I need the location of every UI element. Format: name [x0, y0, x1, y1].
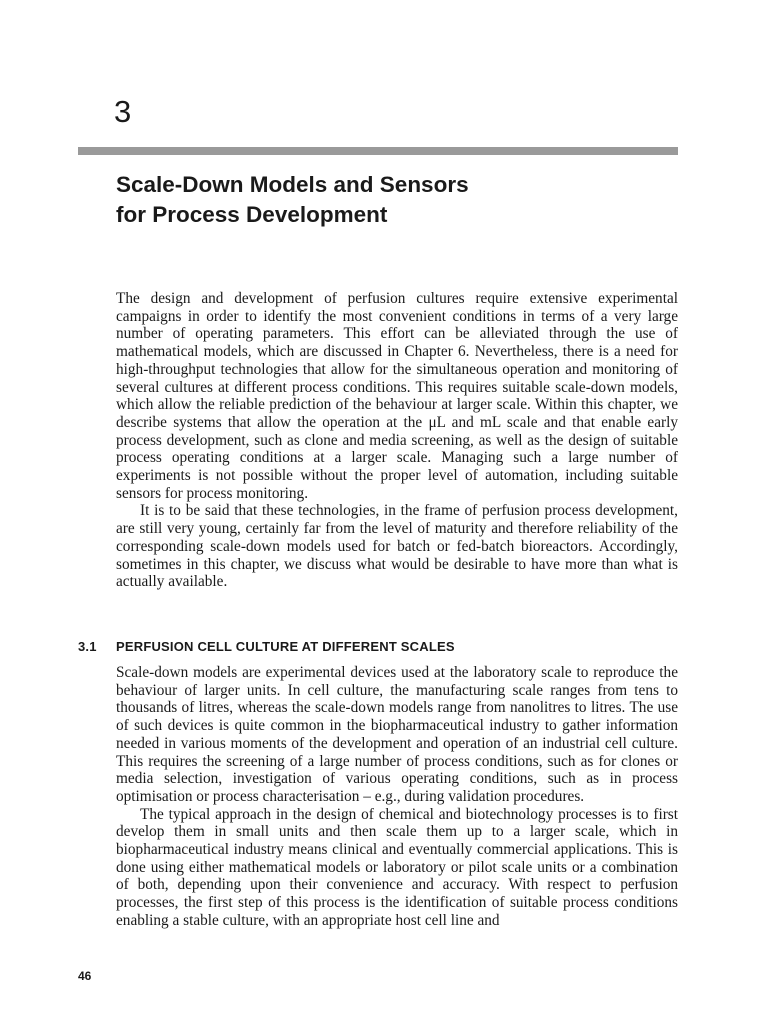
intro-paragraph: It is to be said that these technologies, in the frame of perfusion process development, are still very young, certainly far from the level of maturity and therefore reliability of the corresponding scale-down models used for batch or fed-batch bioreactors. Accordingly, sometimes in this chapter, we discuss what would be desirable to have more than what is actually available.	[116, 502, 678, 591]
page-number: 46	[78, 969, 92, 983]
chapter-title-line-1: Scale-Down Models and Sensors	[116, 172, 469, 197]
chapter-title-line-2: for Process Development	[116, 202, 388, 227]
chapter-divider	[78, 147, 678, 155]
section-number: 3.1	[78, 639, 97, 654]
chapter-introduction	[116, 290, 678, 591]
section-title: PERFUSION CELL CULTURE AT DIFFERENT SCALES	[116, 639, 455, 654]
chapter-title	[116, 170, 676, 230]
intro-paragraph: The design and development of perfusion cultures require extensive experimental campaigns in order to identify the most convenient conditions in terms of a very large number of operating parameters. This effort can be alleviated through the use of mathematical models, which are discussed in Chapter 6. Nevertheless, there is a need for high-throughput technologies that allow for the simultaneous operation and monitoring of several cultures at different process conditions. This requires suitable scale-down models, which allow the reliable prediction of the behaviour at larger scale. Within this chapter, we describe systems that allow the operation at the μL and mL scale and that enable early process development, such as clone and media screening, as well as the design of suitable process operating conditions at a larger scale. Managing such a large number of experiments is not possible without the proper level of automation, including suitable sensors for process monitoring.	[116, 290, 678, 502]
chapter-number: 3	[114, 94, 132, 129]
section-body	[116, 664, 678, 930]
section-paragraph: Scale-down models are experimental devices used at the laboratory scale to reproduce the behaviour of larger units. In cell culture, the manufacturing scale ranges from tens to thousands of litres, whereas the scale-down models range from nanolitres to litres. The use of such devices is quite common in the biopharmaceutical industry to gather information needed in various moments of the development and operation of an industrial cell culture. This requires the screening of a large number of process conditions, such as for clones or media selection, investigation of various operating conditions, such as in process optimisation or process characterisation – e.g., during validation procedures.	[116, 664, 678, 805]
section-paragraph: The typical approach in the design of chemical and biotechnology processes is to first develop them in small units and then scale them up to a larger scale, which in biopharmaceutical industry means clinical and eventually commercial applications. This is done using either mathematical models or laboratory or pilot scale units or a combination of both, depending upon their convenience and accuracy. With respect to perfusion processes, the first step of this process is the identification of suitable process conditions enabling a stable culture, with an appropriate host cell line and	[116, 805, 678, 929]
